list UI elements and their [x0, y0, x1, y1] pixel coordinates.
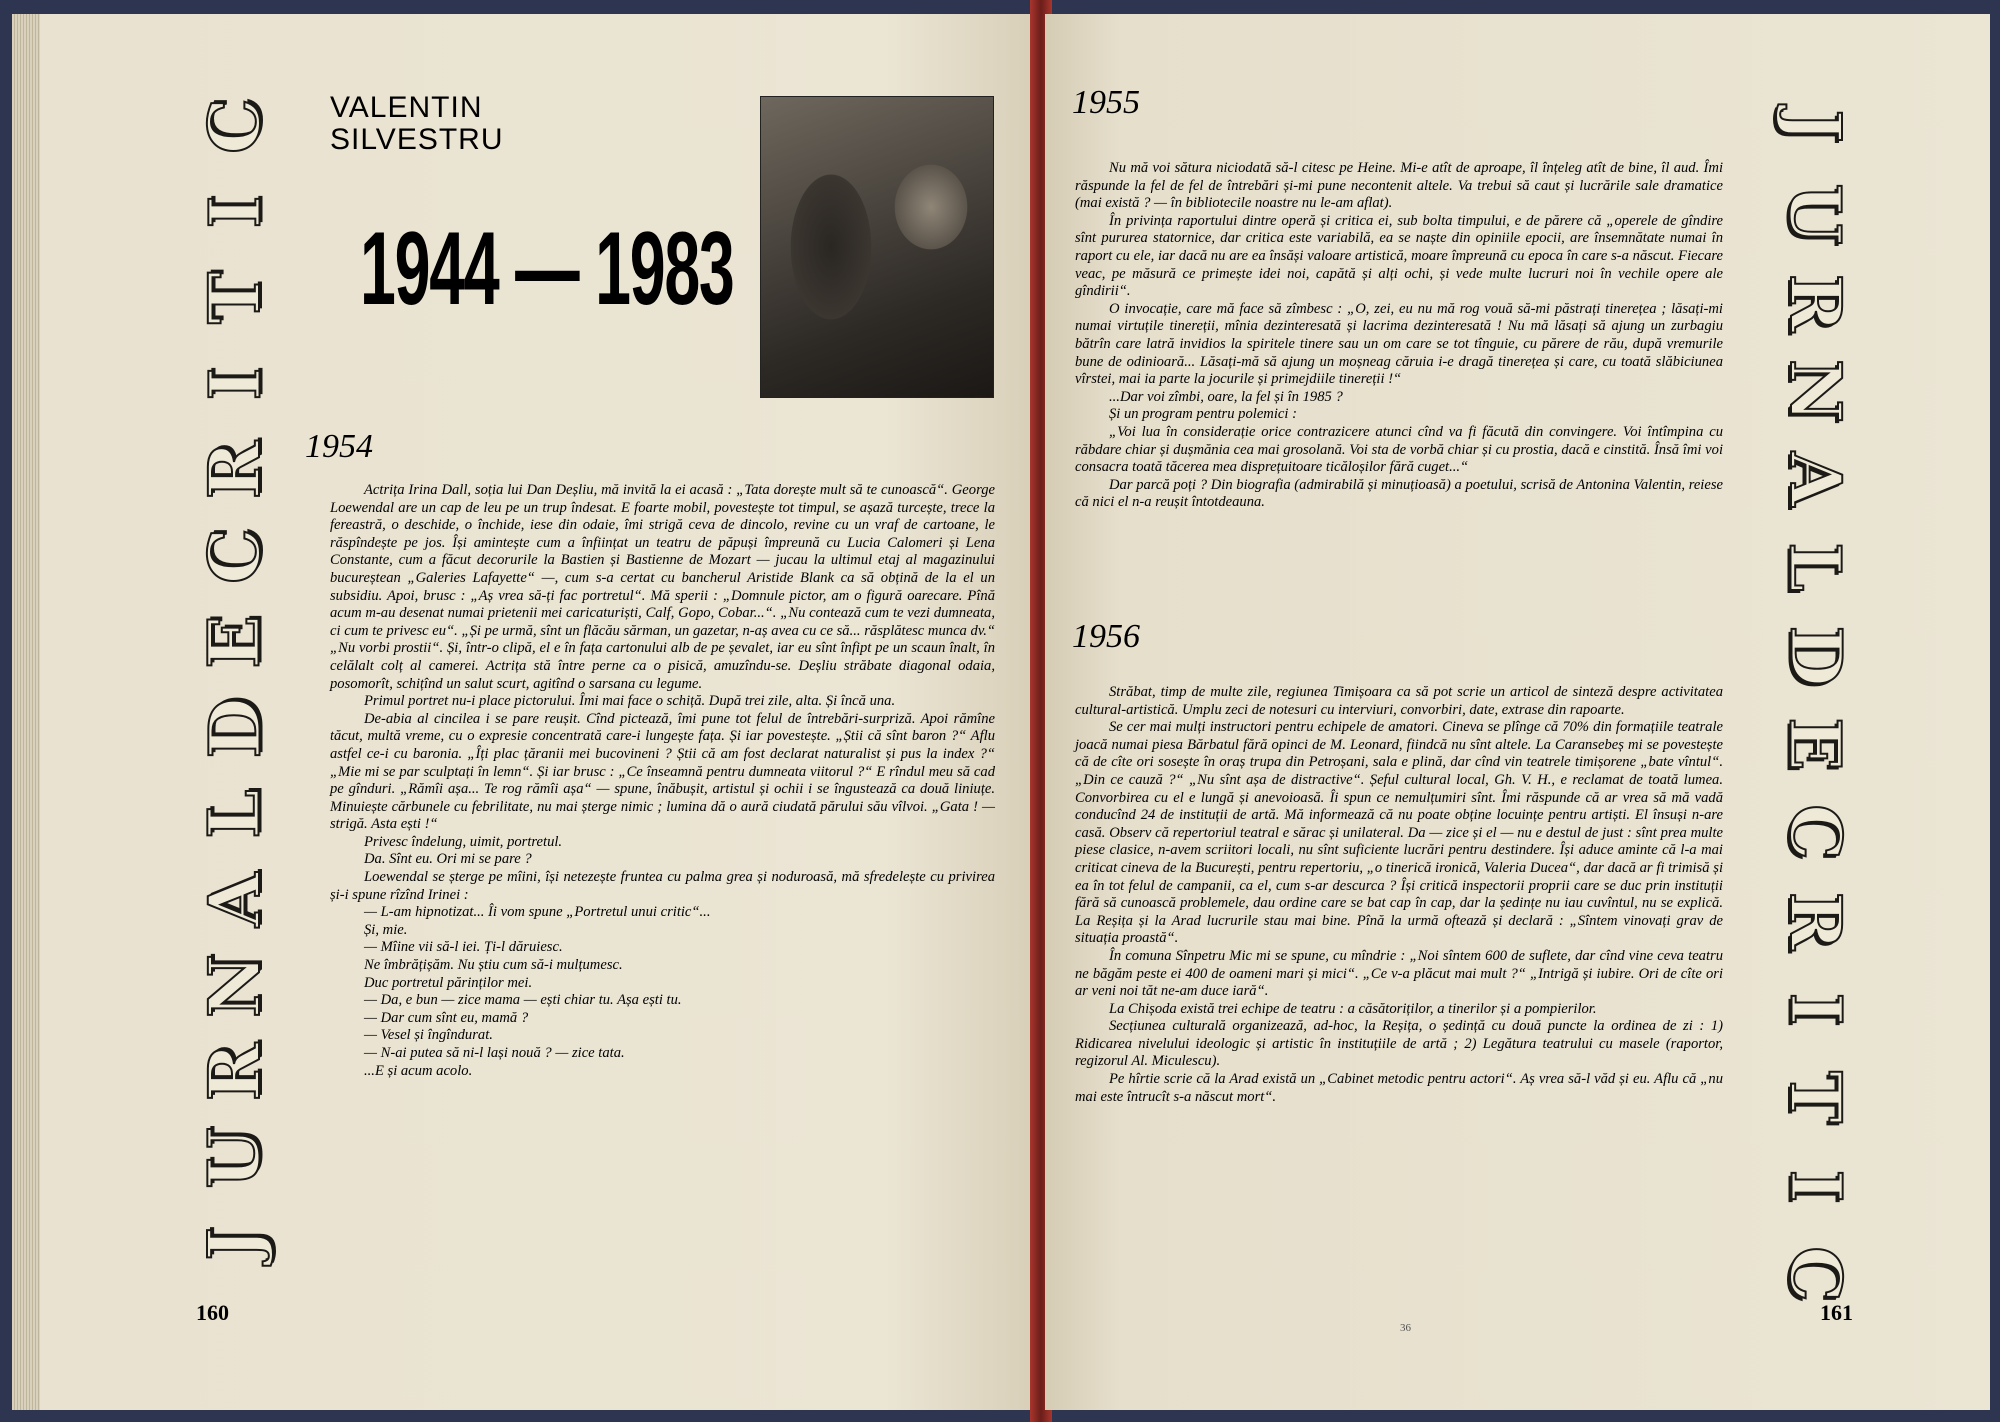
- banner-letter: D: [192, 697, 276, 759]
- right-page-text-1956: [1075, 684, 1723, 1106]
- page-edges: [12, 14, 40, 1410]
- right-page-1955-paragraph: O invocație, care mă face să zîmbesc : „O, zei, eu nu mă rog vouă să-mi păstrați tinerețea ; lăsați-mi numai virtuțile tinereții, mînia dezinteresată și lacrima dezinteresată ! Nu mă lăsați să ajung un zurbagiu bătrîn care latră invidios la spiritele tinere sau un om care se tot tînguie, cu părere de rău, după vremurile bune de odinioară... Lăsați-mă să ajung un moșneag căruia i-e dragă tinerețea și care, cu toată slăbiciunea vîrstei, mai ia parte la jocurile și primejdiile tinereții !“: [1075, 300, 1723, 388]
- banner-letter: T: [1774, 1071, 1857, 1124]
- left-page-paragraph: Loewendal se șterge pe mîini, își netezește fruntea cu palma grea și noduroasă, mă sfredelește cu privirea și-i spune rîzînd Irinei :: [330, 869, 995, 903]
- page-number-right: 161: [1820, 1300, 1853, 1325]
- author-first-name: VALENTIN: [330, 91, 483, 124]
- banner-letter: E: [192, 615, 276, 669]
- left-page-paragraph: Actrița Irina Dall, soția lui Dan Deșliu, mă invită la ei acasă : „Tata dorește mult să te cunoască“. George Loewendal are un cap de leu pe un trup îndesat. E foarte mobil, povestește tot timpul, se așază turcește, trece la fereastră, o deschide, o închide, iese din odaie, îmi strigă ceva de dincolo, revine cu un vraf de cartoane, le răspîndește pe jos. Își amintește cum a înființat un teatru de păpuși împreună cu Lucia Calomeri și Lena Constante, cum a făcut decorurile la Bastien și Bastienne de Mozart — jucau la ultimul etaj al magazinului bucureștean „Galeries Lafayette“ —, cum s-a certat cu bancherul Aristide Blank ca să obțină de la el un subsidiu. Apoi, brusc : „Aș vrea să-ți fac portretul“. Mă sperii : „Domnule pictor, am o figură oarecare. Pînă acum m-au desenat numai prietenii mei caricaturiști, Calf, Gopo, Cobar...“. „Nu contează cum te vezi dumneata, ci cum te privesc eu“. „Și pe urmă, sînt un flăcău sărman, un gazetar, n-aș avea cu ce să... răsplătesc munca dv.“ „Nu vorbi prostii“. Și, într-o clipă, el e în fața cartonului alb de pe șevalet, iar eu sînt înfipt pe un scaun înalt, în celălalt colț al camerei. Actrița stă între perne ca o pisică, amuzîndu-se. Deșliu străbate diagonal odaia, posomorît, schițînd un salut scurt, agitînd o sarsana cu legume.: [330, 482, 995, 692]
- right-page-1956-paragraph: Pe hîrtie scrie că la Arad există un „Cabinet metodic pentru actori“. Aș vrea să-l văd și eu. Aflu că „nu mai este întrucît s-a născut mort“.: [1075, 1071, 1723, 1105]
- printer-mark: 36: [1400, 1322, 1411, 1334]
- banner-letter: D: [1773, 625, 1857, 687]
- banner-letter: R: [193, 1042, 276, 1102]
- right-page-1955-paragraph: ...Dar voi zîmbi, oare, la fel și în 1985 ?: [1109, 388, 1343, 405]
- left-page-paragraph: — N-ai putea să ni-l lași nouă ? — zice tata.: [364, 1045, 625, 1061]
- banner-letter: U: [1773, 183, 1857, 245]
- banner-letter: A: [193, 872, 276, 928]
- banner-letter: C: [1774, 1246, 1857, 1302]
- left-page-paragraph: — Dar cum sînt eu, mamă ?: [364, 1009, 529, 1026]
- banner-letter: R: [1774, 891, 1857, 950]
- banner-letter: J: [1774, 109, 1857, 143]
- banner-letter: L: [1774, 542, 1857, 593]
- left-page-paragraph: Da. Sînt eu. Ori mi se pare ?: [364, 851, 532, 868]
- banner-letter: U: [192, 1127, 276, 1189]
- banner-right: [1760, 90, 1870, 1310]
- page-number-left: 160: [196, 1300, 229, 1325]
- right-page-1956-paragraph: Străbat, timp de multe zile, regiunea Timișoara ca să pot scrie un articol de sinteză despre activitatea cultural-artistică. Umplu zeci de notesuri cu interviuri, convorbiri, date, extrase din rapoarte.: [1075, 684, 1723, 718]
- left-page-paragraph: — Mîine vii să-l iei. Ți-l dăruiesc.: [364, 939, 563, 956]
- banner-letter: R: [193, 440, 276, 500]
- banner-letter: I: [1774, 992, 1857, 1026]
- year-heading-1955: 1955: [1072, 84, 1140, 121]
- years-title: 1944 — 1983: [360, 211, 734, 327]
- banner-letter: J: [193, 1227, 276, 1261]
- banner-letter: I: [1774, 1169, 1857, 1202]
- banner-letter: I: [193, 195, 276, 229]
- right-page-1955-paragraph: Dar parcă poți ? Din biografia (admirabilă și minuțioasă) a poetului, scrisă de Antonina Valentin, reiese că nici el n-a reușit întotdeauna.: [1075, 476, 1723, 511]
- banner-letter: N: [192, 954, 276, 1018]
- author-last-name: SILVESTRU: [330, 123, 504, 156]
- left-page-text: [330, 482, 995, 1080]
- banner-letter: C: [1774, 804, 1857, 861]
- banner-left: [180, 90, 290, 1280]
- left-page-paragraph: Privesc îndelung, uimit, portretul.: [364, 833, 563, 850]
- left-page-paragraph: ...E și acum acolo.: [364, 1062, 473, 1079]
- left-page-paragraph: De-abia al cincilea i se pare reușit. Cînd pictează, îmi pune tot felul de întrebări-surpriză. Apoi rămîne tăcut, multă vreme, cu o expresie concentrată care-i lungește fața. Și iar povestește. „Știi că sînt baron ?“ Aflu astfel ce-i cu baronia. „Îți plac țăranii mei bucovineni ? Știi că am fost declarat naturalist și pus la index ?“ „Mie mi se par sculptați în lemn“. Și iar brusc : „Ce înseamnă pentru dumneata viitorul ?“ E rîndul meu să cad pe gînduri. „Rămîi așa... Te rog rămîi așa“ — spune, înăbușit, artistul și ochii i se îngustează ca două liniuțe. Minuiește cărbunele cu febrilitate, nu mai șterge nimic ; lumina dă o aură ciudată părului său vîlvoi. „Gata ! — strigă. Asta ești !“: [330, 710, 995, 833]
- banner-letter: A: [1774, 452, 1857, 507]
- left-page-paragraph: — Vesel și îngîndurat.: [364, 1027, 493, 1044]
- author-photo: [760, 96, 994, 398]
- banner-letter: E: [1773, 717, 1857, 771]
- right-page-text-1955: [1075, 160, 1723, 512]
- left-page-paragraph: Duc portretul părinților mei.: [364, 974, 533, 991]
- right-page-1955-paragraph: Nu mă voi sătura niciodată să-l citesc pe Heine. Mi-e atît de aproape, îl înțeleg atît de bine, îl aud. Îmi răspunde la fel de fel de întrebări și-mi pune necontenit altele. Va trebui să caut și lucrările sale dramatice (mai există ? — în bibliotecile noastre nu le-am aflat).: [1075, 160, 1723, 212]
- left-page-paragraph: — Da, e bun — zice mama — ești chiar tu. Așa ești tu.: [364, 992, 682, 1009]
- banner-letter: I: [193, 367, 276, 401]
- author-name: [330, 92, 504, 156]
- banner-letter: C: [193, 98, 276, 154]
- right-page-1955-paragraph: „Voi lua în considerație orice contrazicere atunci cînd va fi făcută din convingere. Voi întîmpina cu răbdare chiar și dușmănia cea mai grosolană. Voi sta de vorbă chiar și cu prostia, dacă e cinstită. Însă îmi voi consacra toată tăcerea mea disprețuitoare ticăloșilor fără cuget...“: [1075, 423, 1723, 476]
- banner-letter: C: [193, 528, 276, 584]
- right-page-1956-paragraph: Secțiunea culturală organizează, ad-hoc, la Reșița, o ședință cu două puncte la ordinea de zi : 1) Ridicarea nivelului ideologic și artistic în instituțiile de artă ; 2) Legătura teatrului cu masele (raportor, regizorul Al. Miculescu).: [1075, 1018, 1723, 1070]
- banner-letter: N: [1773, 358, 1857, 423]
- left-page-paragraph: — L-am hipnotizat... Îi vom spune „Portretul unui critic“...: [364, 904, 711, 921]
- left-page-paragraph: Și, mie.: [364, 921, 408, 938]
- right-page-1956-paragraph: La Chișoda există trei echipe de teatru : a căsătoriților, a tinerilor și a pompierilor.: [1109, 1000, 1597, 1017]
- year-heading-1954: 1954: [305, 428, 373, 465]
- right-page-1955-paragraph: Și un program pentru polemici :: [1109, 406, 1297, 423]
- year-heading-1956: 1956: [1072, 618, 1140, 655]
- banner-letter: R: [1774, 273, 1857, 332]
- left-page-paragraph: Primul portret nu-i place pictorului. Îmi mai face o schiță. După trei zile, alta. Și încă una.: [364, 693, 896, 710]
- right-page-1956-paragraph: Se cer mai mulți instructori pentru echipele de amatori. Cineva se plînge că 70% din formațiile teatrale joacă numai piesa Bărbatul fără opinci de M. Leonard, fiindcă nu sînt altele. La Caransebeș mi se povestește că de cîte ori sosește în oraș trupa din Petroșani, sala e plină, dar cînd vin teatrele timișorene „bate vîntul“. „Din ce cauză ?“ „Nu sînt așa de distractive“. Șeful cultural local, Gh. V. H., e reclamat de toată lumea. Convorbirea cu el e lungă și anevoioasă. Îi spun ce nemulțumiri sînt. Îmi răspunde că ar vrea să mă vadă conducînd 24 de instituții de artă. Mă informează că nu poate obține locuințe pentru artiști. El însuși n-are casă. Observ că repertoriul teatral e sărac și unilateral. Da — zice și el — nu e destul de just : sînt prea multe piese clasice, n-avem scriitori locali, nu sînt suficiente lucrări pentru destindere. Își aduce aminte că l-a mai criticat cineva de la București, pentru repertoriu, „o tinerică ironică, Valeria Ducea“, dar dacă ar fi trimisă și ea în tot felul de campanii, ca el, cum s-ar descurca ? Își critică inspectorii proprii care se duc prin instituții fără să cunoască problemele, dau ordine care se bat cap în cap, dar la ședințe nu iau cuvîntul, nu se explică. La Reșița și la Arad lucrurile stau mai bine. Pînă la urmă oftează și declară : „Sîntem vinovați grav de situația proastă“.: [1075, 719, 1723, 947]
- right-page-1955-paragraph: În privința raportului dintre operă și critica ei, sub bolta timpului, e de părere că „operele de gîndire sînt pururea statornice, dar critica este variabilă, ea se naște din opiniile epocii, are însemnătate numai în raport cu ele, iar dacă nu are ea însăși valoare artistică, moare împreună cu epoca în care s-a născut. Fiecare veac, pe măsură ce primește idei noi, capătă și alți ochi, și vede multe lucruri noi în vechile opere ale gîndirii“.: [1075, 212, 1723, 300]
- left-page-paragraph: Ne îmbrățișăm. Nu știu cum să-i mulțumesc.: [364, 957, 623, 974]
- banner-letter: L: [193, 789, 276, 839]
- banner-letter: T: [193, 271, 276, 325]
- right-page-1956-paragraph: În comuna Sînpetru Mic mi se spune, cu mîndrie : „Noi sîntem 600 de suflete, dar cînd vine ceva teatru ne băgăm peste ei 400 de oameni mari și mici“. „Ce v-a plăcut mai mult ?“ „Intrigă și iubire. Ori de cîte ori ar veni noi tăt ne-am duce iară“.: [1075, 947, 1723, 1000]
